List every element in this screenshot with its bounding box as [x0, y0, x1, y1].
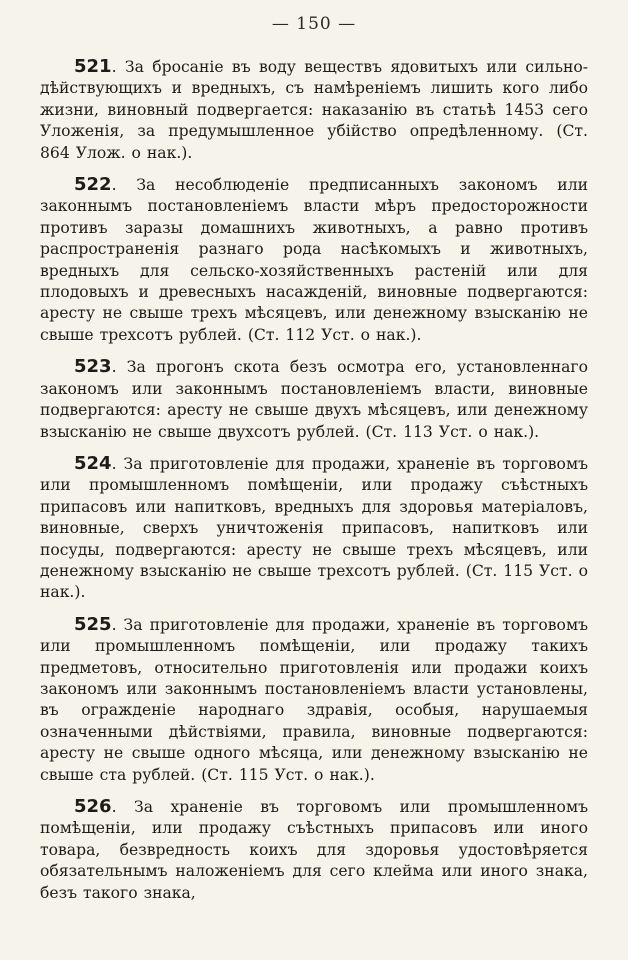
article-number: 524 [74, 452, 112, 474]
article-521 [40, 56, 588, 164]
article-number: 522 [74, 174, 112, 196]
article-text: . За храненіе въ торговомъ или промышленномъ помѣщеніи, или продажу съѣстныхъ припасовъ или иного товара, безвредность коихъ для здоровья удостовѣряется обязательнымъ наложеніемъ для сего клейма или иного знака, безъ такого знака, [40, 798, 588, 902]
article-523 [40, 356, 588, 443]
article-number: 525 [74, 613, 112, 635]
article-text: . За прогонъ скота безъ осмотра его, установленнаго закономъ или законнымъ постановленіемъ власти, виновные подвергаются: аресту не свыше двухъ мѣсяцевъ, или денежному взысканію не свыше двухсотъ рублей. (Ст. 113 Уст. о нак.). [40, 358, 588, 441]
article-number: 523 [74, 356, 112, 378]
article-526 [40, 796, 588, 904]
article-number: 521 [74, 56, 112, 77]
article-text: . За приготовленіе для продажи, храненіе въ торговомъ или промышленномъ помѣщеніи, или продажу такихъ предметовъ, относительно приготовленія или продажи коихъ закономъ или законнымъ постановленіемъ власти установлены, въ огражденіе народнаго здравія, особыя, нарушаемыя означенными дѣйствіями, правила, виновные подвергаются: аресту не свыше одного мѣсяца, или денежному взысканію не свыше ста рублей. (Ст. 115 Уст. о нак.). [40, 615, 588, 784]
article-525 [40, 614, 588, 786]
article-number: 526 [74, 796, 112, 817]
article-524 [40, 453, 588, 604]
article-522 [40, 174, 588, 346]
article-text: . За несоблюденіе предписанныхъ закономъ или законнымъ постановленіемъ власти мѣръ предосторожности противъ заразы домашнихъ животныхъ, а равно противъ распространенія разнаго рода насѣкомыхъ и животныхъ, вредныхъ для сельско-хозяйственныхъ растеній или для плодовыхъ и древесныхъ насажденій, виновные подвергаются: аресту не свыше трехъ мѣсяцевъ, или денежному взысканію не свыше трехсотъ рублей. (Ст. 112 Уст. о нак.). [40, 176, 588, 344]
article-text: . За бросаніе въ воду веществъ ядовитыхъ или сильно-дѣйствующихъ и вредныхъ, съ намѣреніемъ лишить кого либо жизни, виновный подвергается: наказанію въ статьѣ 1453 сего Уложенія, за предумышленное убійство опредѣленному. (Ст. 864 Улож. о нак.). [40, 58, 588, 162]
page-number: — 150 — [271, 14, 357, 34]
article-text: . За приготовленіе для продажи, храненіе въ торговомъ или промышленномъ помѣщеніи, или продажу съѣстныхъ припасовъ или напитковъ, вредныхъ для здоровья матеріаловъ, виновные, сверхъ уничтоженія припасовъ, напитковъ или посуды, подвергаются: аресту не свыше трехъ мѣсяцевъ, или денежному взысканію не свыше трехсотъ рублей. (Ст. 115 Уст. о нак.). [40, 454, 588, 602]
